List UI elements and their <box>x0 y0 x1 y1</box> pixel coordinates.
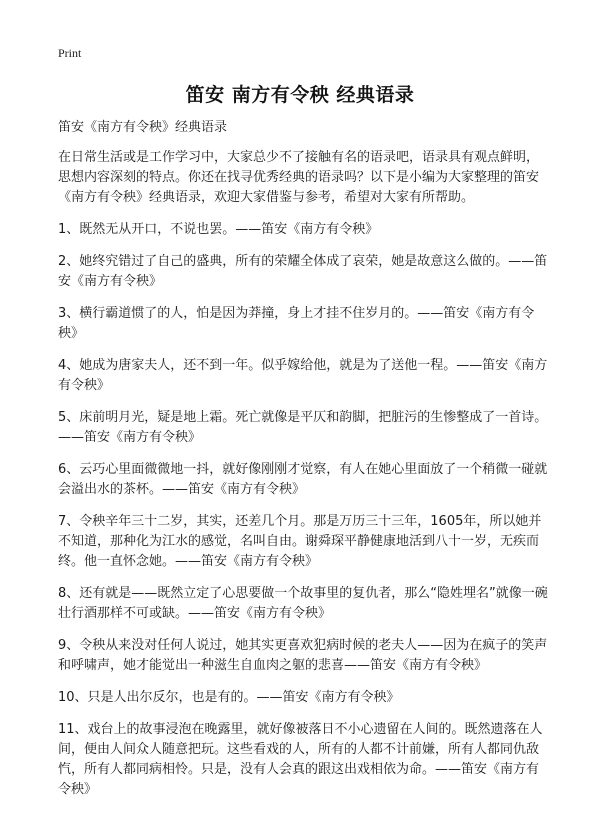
quote-item: 11、戏台上的故事浸泡在晚露里，就好像被落日不小心遗留在人间的。既然遗落在人间，便由人间众人随意把玩。这些看戏的人，所有的人都不计前嫌，所有人都同仇敌忾，所有人都同病相怜。只是，没有人会真的跟这出戏相依为命。——笛安《南方有令秧》 <box>58 722 543 797</box>
page-title: 笛安 南方有令秧 经典语录 <box>185 84 415 106</box>
quote-item: 6、云巧心里面微微地一抖，就好像刚刚才觉察，有人在她心里面放了一个稍微一碰就会溢出水的茶杯。——笛安《南方有令秧》 <box>58 462 548 497</box>
quote-item: 7、令秧辛年三十二岁，其实，还差几个月。那是万历三十三年，1605年，所以她并不知道，那种化为江水的感觉，名叫自由。谢舜琛平静健康地活到八十一岁，无疾而终。他一直怀念她。——笛安《南方有令秧》 <box>58 514 542 569</box>
quote-item: 1、既然无从开口，不说也罢。——笛安《南方有令秧》 <box>58 222 379 237</box>
article-body <box>58 118 548 812</box>
quote-item: 2、她终究错过了自己的盛典，所有的荣耀全体成了哀荣，她是故意这么做的。——笛安《南方有令秧》 <box>58 254 548 289</box>
quote-item: 4、她成为唐家夫人，还不到一年。似乎嫁给他，就是为了送他一程。——笛安《南方有令秧》 <box>58 358 548 393</box>
quote-item: 8、还有就是——既然立定了心思要做一个故事里的复仇者，那么“隐姓埋名”就像一碗壮行酒那样不可或缺。——笛安《南方有令秧》 <box>58 586 548 621</box>
quote-item: 3、横行霸道惯了的人，怕是因为莽撞，身上才挂不住岁月的。——笛安《南方有令秧》 <box>58 306 535 341</box>
intro-paragraph: 在日常生活或是工作学习中，大家总少不了接触有名的语录吧，语录具有观点鲜明，思想内容深刻的特点。你还在找寻优秀经典的语录吗？以下是小编为大家整理的笛安《南方有令秧》经典语录，欢迎大家借鉴与参考，希望对大家有所帮助。 <box>58 150 540 205</box>
article-subtitle: 笛安《南方有令秧》经典语录 <box>58 120 228 135</box>
quote-item: 10、只是人出尔反尔，也是有的。——笛安《南方有令秧》 <box>58 690 400 705</box>
print-link[interactable]: Print <box>58 46 82 60</box>
quote-item: 5、床前明月光，疑是地上霜。死亡就像是平仄和韵脚，把脏污的生惨整成了一首诗。——笛安《南方有令秧》 <box>58 410 548 445</box>
quote-item: 9、令秧从来没对任何人说过，她其实更喜欢犯病时候的老夫人——因为在疯子的笑声和呼啸声，她才能觉出一种滋生自血肉之躯的悲喜——笛安《南方有令秧》 <box>58 638 548 673</box>
